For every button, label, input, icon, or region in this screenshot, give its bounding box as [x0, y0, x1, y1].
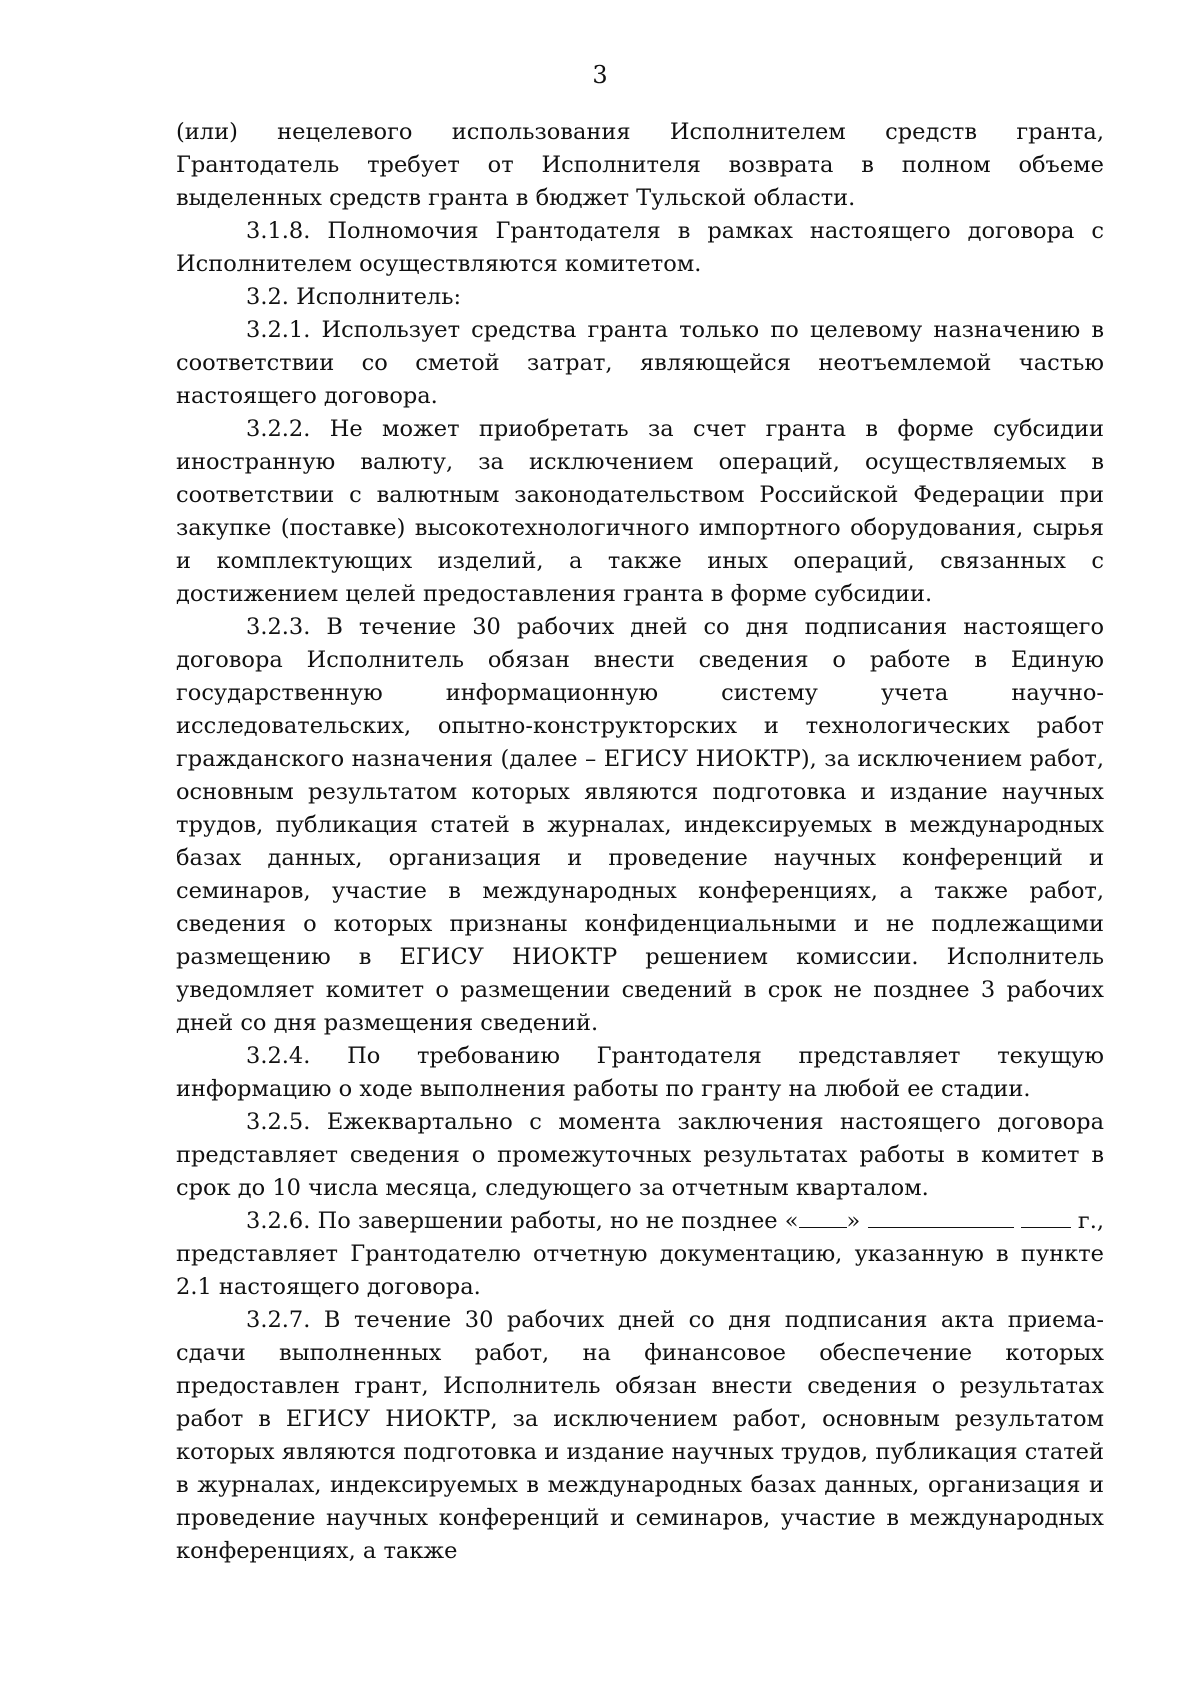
blank-year: [1021, 1205, 1071, 1228]
paragraph-3-2-6-mid: »: [846, 1208, 861, 1234]
paragraph-3-2-4: 3.2.4. По требованию Грантодателя представляет текущую информацию о ходе выполнения работы по гранту на любой ее стадии.: [176, 1043, 1104, 1102]
page-number: 3: [592, 61, 608, 89]
document-body: [176, 116, 1104, 1568]
paragraph-3-2-3: 3.2.3. В течение 30 рабочих дней со дня подписания настоящего договора Исполнитель обязан внести сведения о работе в Единую государственную информационную систему учета научно-исследовательских, опытно-конструкторских и технологических работ гражданского назначения (далее – ЕГИСУ НИОКТР), за исключением работ, основным результатом которых являются подготовка и издание научных трудов, публикация статей в журналах, индексируемых в международных базах данных, организация и проведение научных конференций и семинаров, участие в международных конференциях, а также работ, сведения о которых признаны конфиденциальными и не подлежащими размещению в ЕГИСУ НИОКТР решением комиссии. Исполнитель уведомляет комитет о размещении сведений в срок не позднее 3 рабочих дней со дня размещения сведений.: [176, 614, 1104, 1036]
paragraph-3-2-7: 3.2.7. В течение 30 рабочих дней со дня подписания акта приема-сдачи выполненных работ, на финансовое обеспечение которых предоставлен грант, Исполнитель обязан внести сведения о результатах работ в ЕГИСУ НИОКТР, за исключением работ, основным результатом которых являются подготовка и издание научных трудов, публикация статей в журналах, индексируемых в международных базах данных, организация и проведение научных конференций и семинаров, участие в международных конференциях, а также: [176, 1307, 1104, 1564]
paragraph-3-1-8: 3.1.8. Полномочия Грантодателя в рамках настоящего договора с Исполнителем осуществляются комитетом.: [176, 218, 1104, 277]
paragraph-continuation: (или) нецелевого использования Исполнителем средств гранта, Грантодатель требует от Исполнителя возврата в полном объеме выделенных средств гранта в бюджет Тульской области.: [176, 119, 1104, 211]
paragraph-3-2-6-year-suffix: г.,: [1070, 1208, 1105, 1234]
paragraph-3-2-6: [176, 1205, 1104, 1304]
blank-day: [799, 1205, 847, 1228]
paragraph-3-2-6-after: представляет Грантодателю отчетную документацию, указанную в пункте 2.1 настоящего договора.: [176, 1241, 1104, 1300]
paragraph-3-2: 3.2. Исполнитель:: [246, 284, 462, 310]
blank-month: [868, 1205, 1014, 1228]
paragraph-3-2-2: 3.2.2. Не может приобретать за счет гранта в форме субсидии иностранную валюту, за исключением операций, осуществляемых в соответствии с валютным законодательством Российской Федерации при закупке (поставке) высокотехнологичного импортного оборудования, сырья и комплектующих изделий, а также иных операций, связанных с достижением целей предоставления гранта в форме субсидии.: [176, 416, 1104, 607]
paragraph-3-2-6-before: 3.2.6. По завершении работы, но не позднее «: [246, 1208, 799, 1234]
paragraph-3-2-1: 3.2.1. Использует средства гранта только по целевому назначению в соответствии со сметой затрат, являющейся неотъемлемой частью настоящего договора.: [176, 317, 1104, 409]
paragraph-3-2-5: 3.2.5. Ежеквартально с момента заключения настоящего договора представляет сведения о промежуточных результатах работы в комитет в срок до 10 числа месяца, следующего за отчетным кварталом.: [176, 1109, 1104, 1201]
